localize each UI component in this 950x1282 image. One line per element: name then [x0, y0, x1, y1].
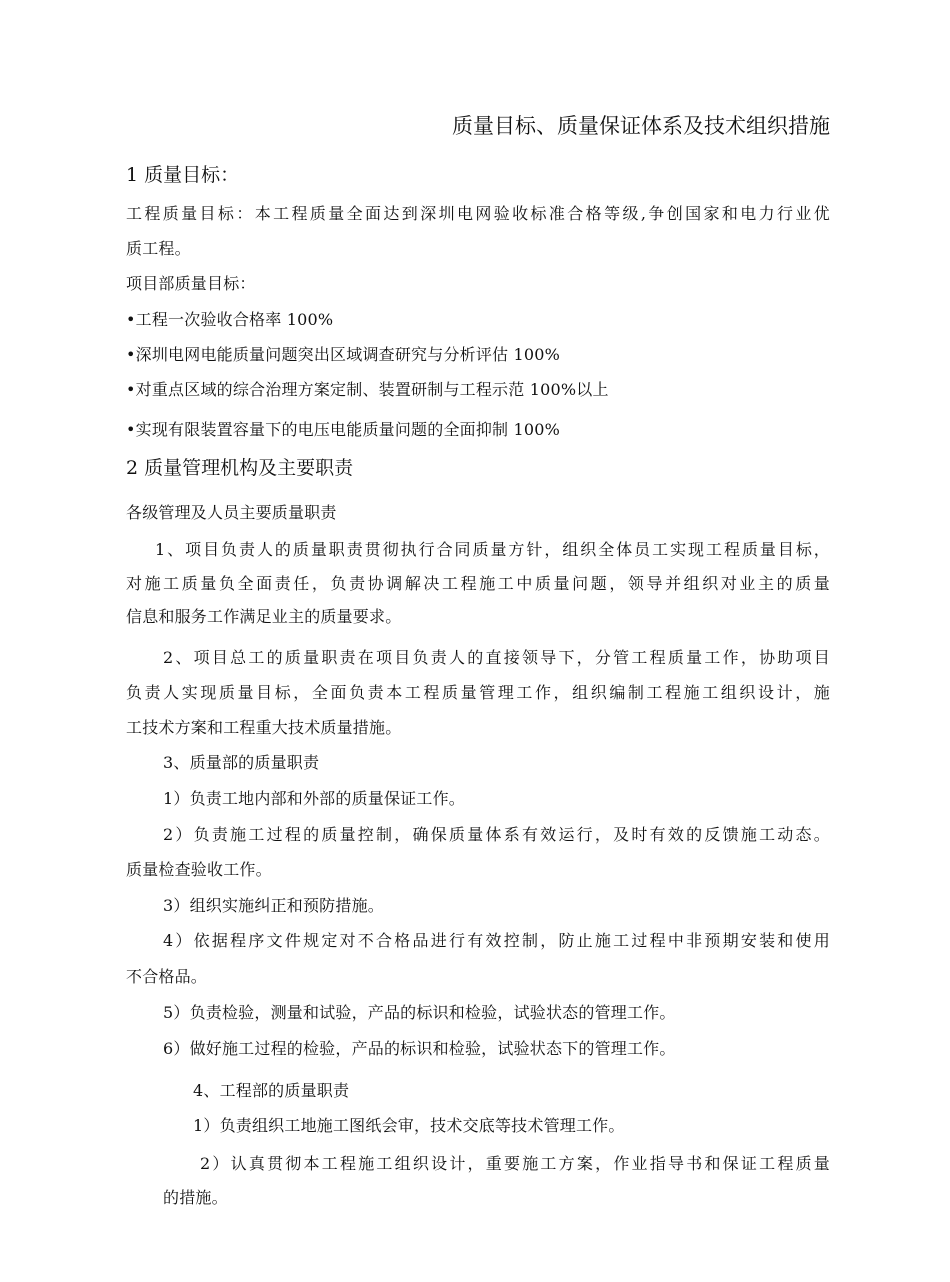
list-item: 4）依据程序文件规定对不合格品进行有效控制，防止施工过程中非预期安装和使用 — [163, 931, 830, 950]
bullet-item: •对重点区域的综合治理方案定制、装置研制与工程示范 100%以上 — [126, 380, 609, 399]
subsection-heading: 4、工程部的质量职责 — [193, 1081, 350, 1100]
subsection-heading: 3、质量部的质量职责 — [163, 753, 320, 772]
list-item: 2）认真贯彻本工程施工组织设计，重要施工方案，作业指导书和保证工程质量 — [200, 1154, 830, 1173]
paragraph-line: 信息和服务工作满足业主的质量要求。 — [126, 607, 402, 626]
paragraph-line: 1、项目负责人的质量职责贯彻执行合同质量方针，组织全体员工实现工程质量目标， — [155, 540, 830, 559]
paragraph-line: 2、项目总工的质量职责在项目负责人的直接领导下，分管工程质量工作，协助项目 — [163, 648, 830, 667]
list-item: 6）做好施工过程的检验，产品的标识和检验，试验状态下的管理工作。 — [163, 1039, 676, 1058]
list-item: 质量检查验收工作。 — [126, 860, 272, 879]
list-item: 3）组织实施纠正和预防措施。 — [163, 896, 384, 915]
paragraph-line: 项目部质量目标： — [126, 274, 256, 293]
list-item: 5）负责检验，测量和试验，产品的标识和检验，试验状态的管理工作。 — [163, 1003, 676, 1022]
paragraph-line: 工技术方案和工程重大技术质量措施。 — [126, 718, 402, 737]
list-item: 1）负责组织工地施工图纸会审，技术交底等技术管理工作。 — [193, 1116, 625, 1135]
paragraph-line: 质工程。 — [126, 239, 191, 258]
document-title: 质量目标、质量保证体系及技术组织措施 — [452, 114, 830, 138]
list-item: 2）负责施工过程的质量控制，确保质量体系有效运行，及时有效的反馈施工动态。 — [163, 825, 830, 844]
bullet-item: •工程一次验收合格率 100% — [126, 310, 334, 329]
paragraph-line: 负责人实现质量目标，全面负责本工程质量管理工作，组织编制工程施工组织设计，施 — [126, 683, 830, 702]
bullet-item: •实现有限装置容量下的电压电能质量问题的全面抑制 100% — [126, 420, 561, 439]
list-item: 的措施。 — [163, 1188, 228, 1207]
section-1-heading: 1 质量目标： — [126, 164, 240, 186]
paragraph-line: 各级管理及人员主要质量职责 — [126, 503, 337, 522]
list-item: 不合格品。 — [126, 967, 208, 986]
paragraph-line: 对施工质量负全面责任，负责协调解决工程施工中质量问题，领导并组织对业主的质量 — [126, 574, 830, 593]
list-item: 1）负责工地内部和外部的质量保证工作。 — [163, 789, 465, 808]
section-2-heading: 2 质量管理机构及主要职责 — [126, 457, 354, 479]
bullet-item: •深圳电网电能质量问题突出区域调查研究与分析评估 100% — [126, 345, 561, 364]
paragraph-line: 工程质量目标：本工程质量全面达到深圳电网验收标准合格等级,争创国家和电力行业优 — [126, 204, 830, 223]
